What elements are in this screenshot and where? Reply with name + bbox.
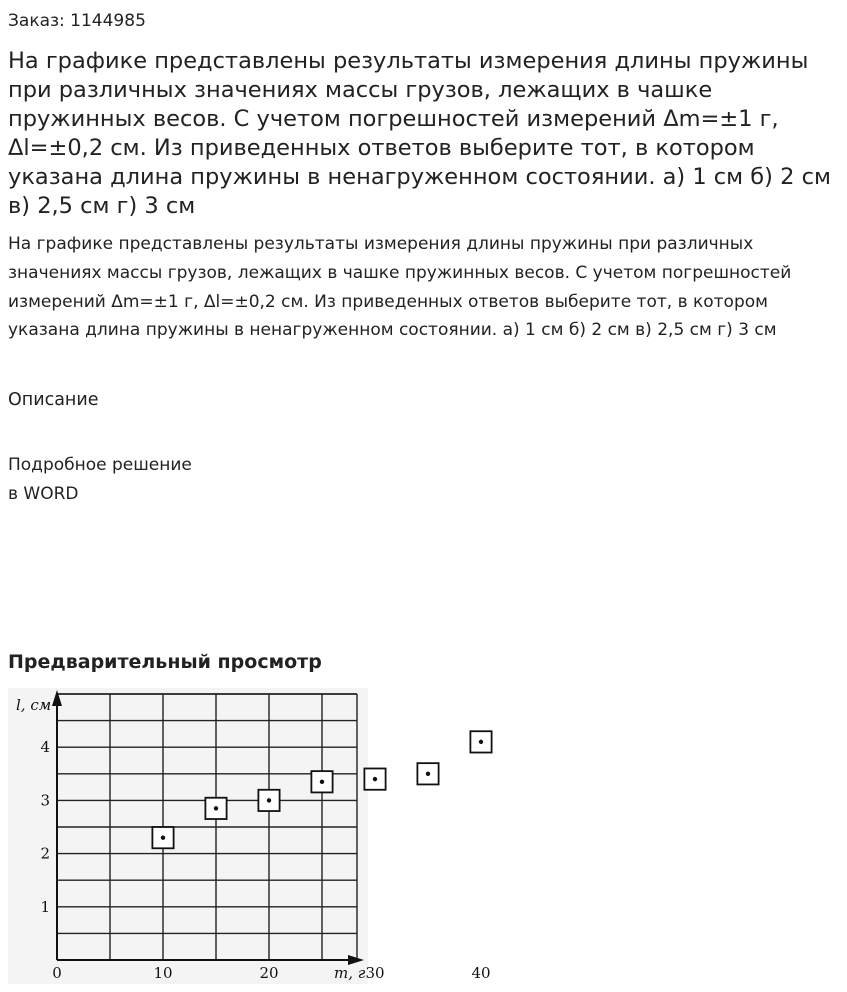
- chart-x-tick-label: 10: [153, 964, 173, 982]
- chart-y-axis-arrow: [52, 690, 62, 706]
- chart-x-tick-label: 40: [471, 964, 491, 982]
- chart-data-point: [479, 740, 483, 744]
- chart-grid: [57, 694, 357, 960]
- chart-y-tick-label: 4: [40, 738, 50, 757]
- chart-data-point: [161, 835, 165, 839]
- task-text: На графике представлены результаты измерения длины пружины при различных значениях массы грузов, лежащих в чашке пружинных весов. С учетом погрешностей измерений Δm=±1 г, Δl=±0,2 см. Из приведенных ответов выберите тот, в котором указана длина пружины в ненагруженном состоянии. а) 1 см б) 2 см в) 2,5 см г) 3 см: [8, 234, 792, 341]
- chart-y-tick-label: 1: [40, 897, 50, 916]
- chart-x-tick-label: 20: [259, 964, 279, 982]
- chart-x-tick-label: 30: [365, 964, 385, 982]
- solution-line-1: Подробное решение: [8, 455, 192, 475]
- chart-x-tick-label: 0: [52, 964, 62, 982]
- solution-note: [8, 451, 192, 509]
- solution-line-2: в WORD: [8, 484, 79, 504]
- chart-svg: [8, 688, 491, 984]
- preview-title: Предварительный просмотр: [8, 651, 322, 673]
- chart-data-point: [267, 798, 271, 802]
- chart-data-point: [320, 780, 324, 784]
- chart-y-axis-label: l, см: [16, 696, 52, 714]
- chart-y-tick-label: 3: [40, 791, 50, 810]
- chart-y-tick-label: 2: [40, 844, 50, 863]
- chart-x-axis-label: m, г: [334, 964, 366, 982]
- task-heading: На графике представлены результаты измерения длины пружины при различных значениях массы грузов, лежащих в чашке пружинных весов. С учетом погрешностей измерений Δm=±1 г, Δl=±0,2 см. Из приведенных ответов выберите тот, в котором указана длина пружины в ненагруженном состоянии. а) 1 см б) 2 см в) 2,5 см г) 3 см: [8, 48, 831, 219]
- preview-chart: [8, 688, 491, 984]
- chart-data-point: [214, 806, 218, 810]
- chart-data-point: [373, 777, 377, 781]
- order-number: Заказ: 1144985: [8, 11, 146, 31]
- chart-data-point: [426, 772, 430, 776]
- description-title: Описание: [8, 390, 99, 410]
